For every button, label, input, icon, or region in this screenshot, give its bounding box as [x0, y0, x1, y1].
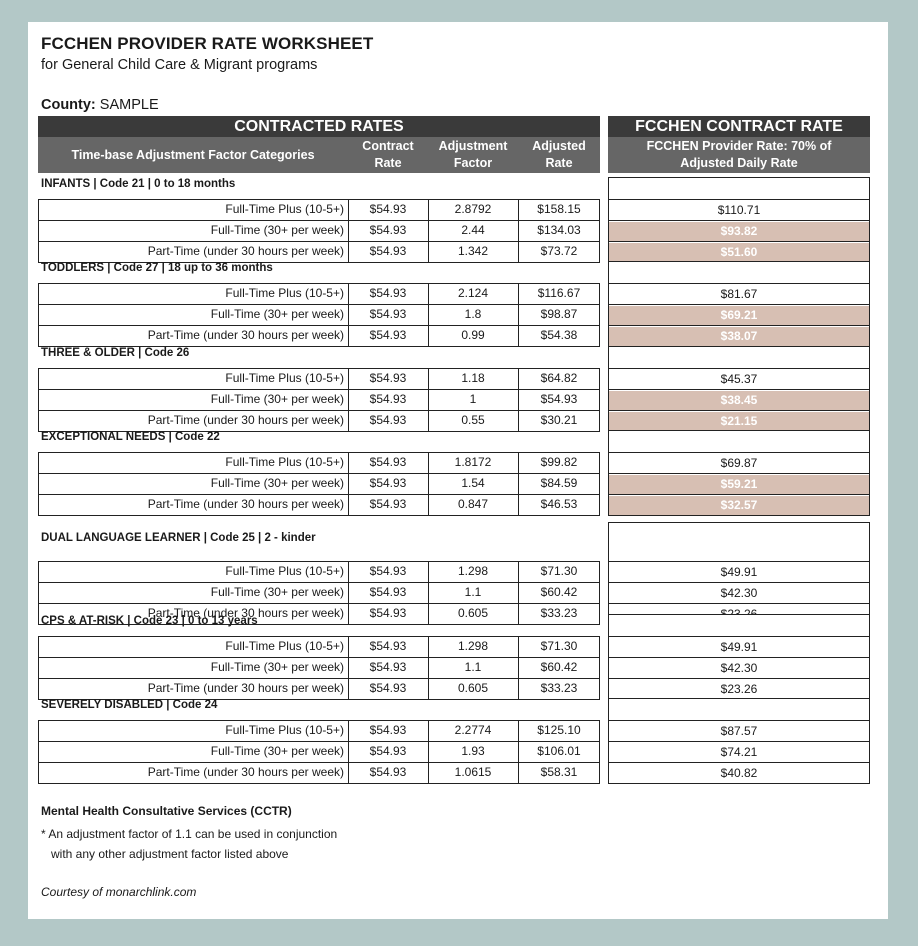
adjusted-rate-cell: $134.03: [537, 223, 581, 237]
contract-rate-cell: $54.93: [369, 723, 407, 737]
adjustment-factor-cell: 1.54: [461, 476, 485, 490]
col-adjustment-header: Adjustment Factor: [428, 137, 518, 173]
adjusted-rate-cell: $84.59: [540, 476, 578, 490]
footer-note: * An adjustment factor of 1.1 can be used in conjunction with any other adjustment factor listed above: [41, 827, 338, 861]
provider-rate-cell: $42.30: [720, 585, 758, 600]
provider-rate-cell: $21.15: [609, 412, 869, 432]
section-title-cell: [608, 346, 870, 368]
contract-rate-cell: $54.93: [369, 681, 407, 695]
adjustment-factor-cell: 2.44: [461, 223, 485, 237]
adjusted-rate-cell: $58.31: [540, 765, 578, 779]
adjusted-rate-cell: $158.15: [537, 202, 581, 216]
fcchen-contract-rate-header: FCCHEN CONTRACT RATE: [608, 116, 870, 137]
contract-rate-cell: $54.93: [369, 639, 407, 653]
adjustment-factor-cell: 0.55: [461, 413, 485, 427]
provider-rate-cell: $38.45: [609, 391, 869, 411]
adjustment-factor-cell: 1.0615: [454, 765, 492, 779]
provider-rate-cell: $87.57: [720, 723, 758, 738]
adjustment-factor-cell: 1.18: [461, 371, 485, 385]
col-provider-header: FCCHEN Provider Rate: 70% of Adjusted Daily Rate: [608, 137, 870, 173]
row-label: Full-Time Plus (10-5+): [225, 564, 344, 578]
provider-rate-cell: $40.82: [720, 765, 758, 780]
contract-rate-cell: $54.93: [369, 371, 407, 385]
adjustment-factor-cell: 1.1: [464, 585, 482, 599]
row-label: Full-Time Plus (10-5+): [225, 202, 344, 216]
row-label: Part-Time (under 30 hours per week): [147, 328, 344, 342]
adjustment-factor-cell: 2.8792: [454, 202, 492, 216]
adjusted-rate-cell: $116.67: [537, 286, 581, 300]
adjustment-factor-cell: 1.342: [457, 244, 489, 258]
adjusted-rate-cell: $71.30: [540, 564, 578, 578]
row-label: Full-Time Plus (10-5+): [225, 455, 344, 469]
page-title: FCCHEN PROVIDER RATE WORKSHEET: [41, 34, 374, 53]
contract-rate-cell: $54.93: [369, 286, 407, 300]
adjusted-rate-cell: $106.01: [537, 744, 581, 758]
section-title-cell: [608, 430, 870, 452]
row-label: Full-Time Plus (10-5+): [225, 286, 344, 300]
contract-rate-cell: $54.93: [369, 476, 407, 490]
section-title: INFANTS | Code 21 | 0 to 18 months: [41, 178, 236, 190]
adjusted-rate-cell: $54.93: [540, 392, 578, 406]
provider-rate-cell: $74.21: [720, 744, 758, 759]
contract-rate-cell: $54.93: [369, 497, 407, 511]
provider-rate-cell: $23.26: [720, 681, 758, 696]
provider-rate-cell: $49.91: [720, 564, 758, 579]
contract-rate-cell: $54.93: [369, 744, 407, 758]
section-title: CPS & AT-RISK | Code 23 | 0 to 13 years: [41, 615, 258, 627]
adjusted-rate-cell: $60.42: [540, 660, 578, 674]
adjustment-factor-cell: 1.1: [464, 660, 482, 674]
provider-rate-cell: $38.07: [609, 327, 869, 347]
row-label: Full-Time (30+ per week): [210, 585, 344, 599]
section-title-cell: [608, 698, 870, 720]
section-title: SEVERELY DISABLED | Code 24: [41, 699, 218, 711]
adjusted-rate-cell: $98.87: [540, 307, 578, 321]
adjusted-rate-cell: $73.72: [540, 244, 578, 258]
provider-rate-cell: $32.57: [609, 496, 869, 516]
section-title: EXCEPTIONAL NEEDS | Code 22: [41, 431, 220, 443]
contract-rate-cell: $54.93: [369, 564, 407, 578]
row-label: Part-Time (under 30 hours per week): [147, 244, 344, 258]
adjustment-factor-cell: 1.298: [457, 564, 489, 578]
adjustment-factor-cell: 1.8: [464, 307, 482, 321]
contract-rate-cell: $54.93: [369, 244, 407, 258]
contract-rate-cell: $54.93: [369, 585, 407, 599]
county-line: [41, 97, 159, 113]
adjustment-factor-cell: 0.605: [457, 606, 489, 620]
adjusted-rate-cell: $125.10: [537, 723, 581, 737]
provider-rate-cell: $81.67: [720, 286, 758, 301]
adjusted-rate-cell: $54.38: [540, 328, 578, 342]
adjusted-rate-cell: $33.23: [540, 606, 578, 620]
row-label: Full-Time (30+ per week): [210, 476, 344, 490]
contract-rate-cell: $54.93: [369, 223, 407, 237]
row-label: Part-Time (under 30 hours per week): [147, 606, 344, 620]
row-label: Full-Time Plus (10-5+): [225, 639, 344, 653]
row-label: Full-Time Plus (10-5+): [225, 723, 344, 737]
adjusted-rate-cell: $71.30: [540, 639, 578, 653]
contract-rate-cell: $54.93: [369, 413, 407, 427]
provider-rate-cell: $93.82: [609, 222, 869, 242]
adjusted-rate-cell: $60.42: [540, 585, 578, 599]
col-contract-header: Contract Rate: [348, 137, 428, 173]
row-label: Part-Time (under 30 hours per week): [147, 765, 344, 779]
adjustment-factor-cell: 0.605: [457, 681, 489, 695]
section-title: DUAL LANGUAGE LEARNER | Code 25 | 2 - kinder: [41, 531, 316, 544]
provider-rate-cell: $42.30: [720, 660, 758, 675]
provider-rate-cell: $110.71: [717, 202, 761, 217]
adjusted-rate-cell: $46.53: [540, 497, 578, 511]
adjustment-factor-cell: 1.8172: [454, 455, 492, 469]
provider-rate-cell: $51.60: [609, 243, 869, 263]
contract-rate-cell: $54.93: [369, 392, 407, 406]
section-title-cell: [608, 614, 870, 636]
adjustment-factor-cell: 0.99: [461, 328, 485, 342]
section-title-cell: [608, 261, 870, 283]
col-adjusted-header: Adjusted Rate: [518, 137, 600, 173]
row-label: Full-Time (30+ per week): [210, 744, 344, 758]
adjustment-factor-cell: 1: [469, 392, 477, 406]
adjustment-factor-cell: 2.124: [457, 286, 489, 300]
row-label: Full-Time (30+ per week): [210, 660, 344, 674]
provider-rate-cell: $69.87: [720, 455, 758, 470]
contract-rate-cell: $54.93: [369, 765, 407, 779]
section-title: THREE & OLDER | Code 26: [41, 347, 190, 359]
row-label: Part-Time (under 30 hours per week): [147, 681, 344, 695]
adjustment-factor-cell: 2.2774: [454, 723, 492, 737]
row-label: Part-Time (under 30 hours per week): [147, 497, 344, 511]
contract-rate-cell: $54.93: [369, 606, 407, 620]
contract-rate-cell: $54.93: [369, 202, 407, 216]
worksheet-page: [28, 22, 888, 919]
county-value: SAMPLE: [99, 97, 159, 113]
row-label: Full-Time (30+ per week): [210, 223, 344, 237]
row-label: Full-Time (30+ per week): [210, 392, 344, 406]
provider-rate-cell: $69.21: [609, 306, 869, 326]
row-label: Full-Time Plus (10-5+): [225, 371, 344, 385]
contract-rate-cell: $54.93: [369, 307, 407, 321]
adjusted-rate-cell: $33.23: [540, 681, 578, 695]
county-label: County:: [41, 97, 96, 113]
adjusted-rate-cell: $64.82: [540, 371, 578, 385]
contracted-rates-header: CONTRACTED RATES: [38, 116, 600, 137]
section-title-cell: [608, 177, 870, 199]
adjustment-factor-cell: 1.298: [457, 639, 489, 653]
section-title-cell: [608, 522, 870, 561]
provider-rate-cell: $45.37: [720, 371, 758, 386]
contract-rate-cell: $54.93: [369, 328, 407, 342]
adjusted-rate-cell: $99.82: [540, 455, 578, 469]
row-label: Part-Time (under 30 hours per week): [147, 413, 344, 427]
col-category-header: Time-base Adjustment Factor Categories: [38, 137, 348, 173]
contract-rate-cell: $54.93: [369, 455, 407, 469]
contract-rate-cell: $54.93: [369, 660, 407, 674]
page-subtitle: for General Child Care & Migrant programs: [41, 57, 318, 73]
adjustment-factor-cell: 1.93: [461, 744, 485, 758]
adjustment-factor-cell: 0.847: [457, 497, 489, 511]
provider-rate-cell: $59.21: [609, 475, 869, 495]
section-title: TODDLERS | Code 27 | 18 up to 36 months: [41, 262, 273, 274]
adjusted-rate-cell: $30.21: [540, 413, 578, 427]
footer-courtesy: Courtesy of monarchlink.com: [41, 885, 197, 899]
provider-rate-cell: $49.91: [720, 639, 758, 654]
row-label: Full-Time (30+ per week): [210, 307, 344, 321]
footer-title: Mental Health Consultative Services (CCTR): [41, 804, 292, 818]
